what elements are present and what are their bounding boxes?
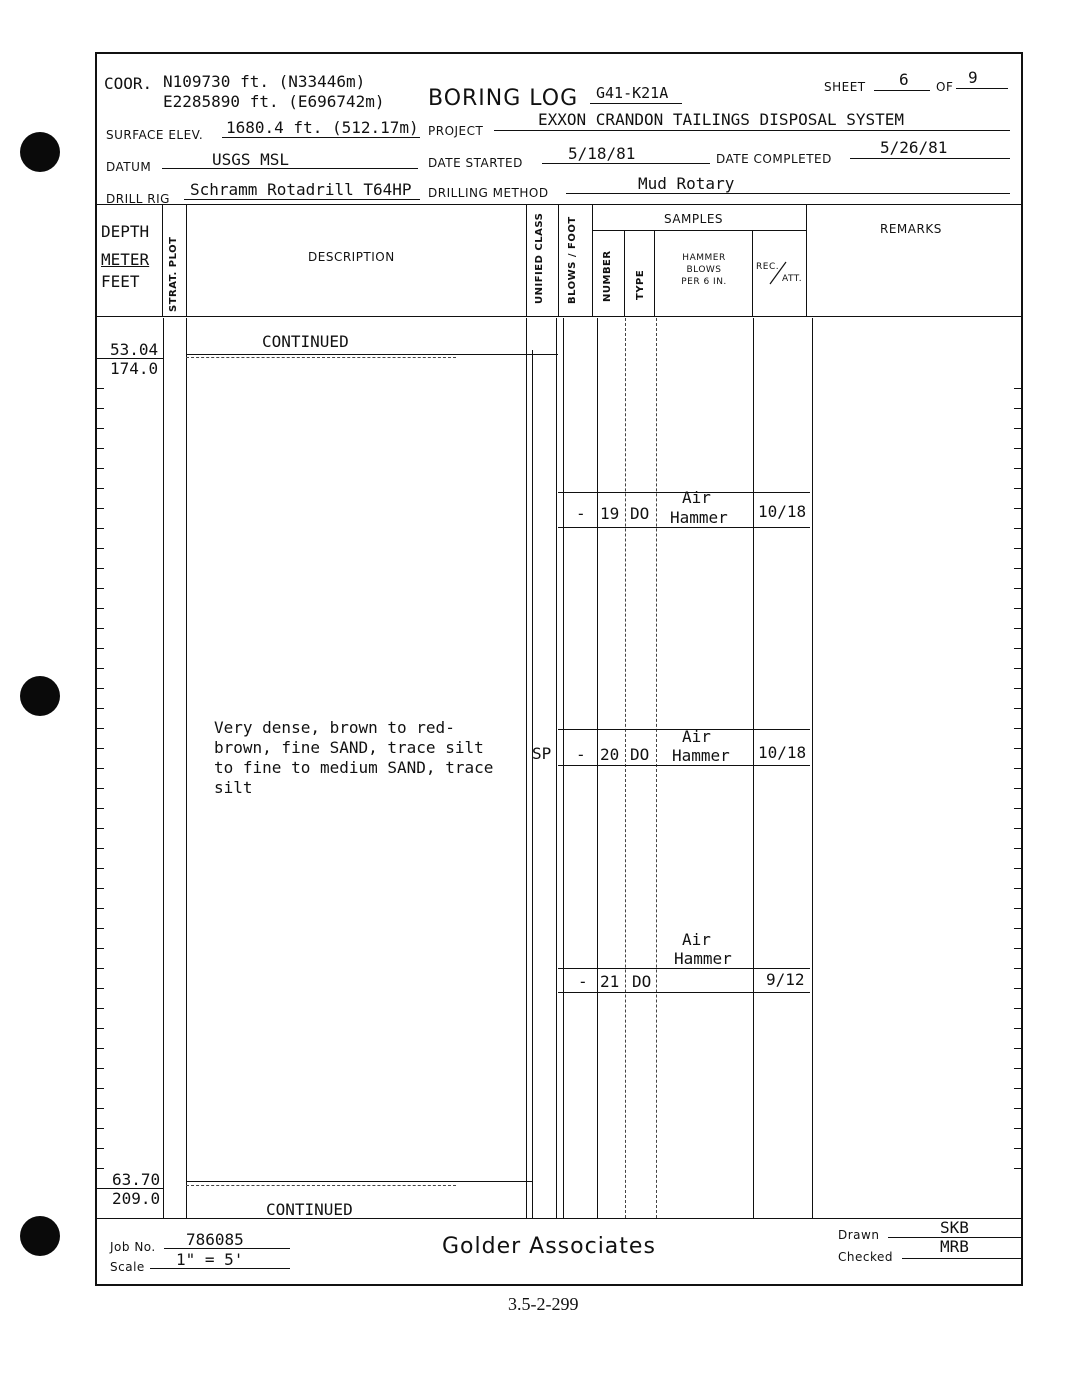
depth-tick <box>1014 828 1022 829</box>
page-number: 3.5-2-299 <box>508 1294 579 1314</box>
project-label: PROJECT <box>428 124 484 138</box>
bottom-depth-feet: 209.0 <box>112 1189 161 1208</box>
depth-tick <box>96 888 104 889</box>
depth-tick <box>1014 428 1022 429</box>
col-depth: DEPTH <box>101 222 150 241</box>
drilling-method-value: Mud Rotary <box>638 174 735 193</box>
sheet-total: 9 <box>968 68 978 87</box>
depth-tick <box>1014 488 1022 489</box>
depth-tick <box>1014 1148 1022 1149</box>
punch-hole-bottom <box>20 1216 60 1256</box>
depth-tick <box>1014 628 1022 629</box>
scale-label: Scale <box>110 1260 145 1274</box>
depth-tick <box>1014 848 1022 849</box>
depth-tick <box>96 968 104 969</box>
depth-tick <box>1014 708 1022 709</box>
col-unified-class: UNIFIED CLASS <box>534 212 545 304</box>
sheet-label: SHEET <box>824 80 866 94</box>
depth-tick <box>96 408 104 409</box>
depth-tick <box>1014 748 1022 749</box>
header-bottom-rule <box>96 204 1022 205</box>
depth-tick <box>1014 1088 1022 1089</box>
depth-tick <box>96 1088 104 1089</box>
depth-tick <box>1014 908 1022 909</box>
depth-tick <box>96 588 104 589</box>
depth-tick <box>1014 528 1022 529</box>
surface-elev-label: SURFACE ELEV. <box>106 128 204 142</box>
depth-tick <box>1014 968 1022 969</box>
depth-tick <box>96 1168 104 1169</box>
depth-tick <box>1014 388 1022 389</box>
sheet-number: 6 <box>899 70 909 89</box>
continued-top: CONTINUED <box>262 332 349 351</box>
col-description: DESCRIPTION <box>308 250 395 264</box>
depth-tick <box>96 808 104 809</box>
depth-tick <box>96 1028 104 1029</box>
depth-tick <box>1014 568 1022 569</box>
depth-tick <box>1014 468 1022 469</box>
depth-tick <box>96 648 104 649</box>
depth-tick <box>1014 888 1022 889</box>
depth-tick <box>1014 928 1022 929</box>
depth-tick <box>96 908 104 909</box>
soil-description: Very dense, brown to red- brown, fine SAND, trace silt to fine to medium SAND, trace silt <box>214 718 494 797</box>
depth-tick <box>96 868 104 869</box>
unified-class-value: SP <box>532 744 552 763</box>
depth-tick <box>1014 1028 1022 1029</box>
depth-tick <box>1014 648 1022 649</box>
continued-bottom: CONTINUED <box>266 1200 353 1219</box>
depth-tick <box>96 788 104 789</box>
depth-tick <box>1014 1068 1022 1069</box>
depth-tick <box>1014 688 1022 689</box>
depth-tick <box>1014 408 1022 409</box>
boring-log-frame <box>95 52 1023 1286</box>
of-label: OF <box>936 80 954 94</box>
depth-tick <box>1014 548 1022 549</box>
depth-tick <box>1014 1168 1022 1169</box>
depth-tick <box>96 508 104 509</box>
depth-tick <box>1014 1108 1022 1109</box>
col-samples: SAMPLES <box>664 212 724 226</box>
job-number: 786085 <box>186 1230 244 1249</box>
depth-tick <box>96 1048 104 1049</box>
drawn-label: Drawn <box>838 1228 880 1242</box>
column-header-bottom-rule <box>96 316 1022 317</box>
depth-tick <box>96 928 104 929</box>
depth-tick <box>1014 448 1022 449</box>
col-strat-plot: STRAT. PLOT <box>168 236 179 312</box>
col-type: TYPE <box>635 269 646 300</box>
depth-tick <box>96 388 104 389</box>
punch-hole-top <box>20 132 60 172</box>
scale-value: 1" = 5' <box>176 1250 244 1269</box>
depth-tick <box>96 528 104 529</box>
coor-north: N109730 ft. (N33446m) <box>163 72 366 91</box>
col-feet: FEET <box>101 272 140 291</box>
depth-tick <box>1014 728 1022 729</box>
punch-hole-middle <box>20 676 60 716</box>
drilling-method-label: DRILLING METHOD <box>428 186 549 200</box>
depth-tick <box>1014 788 1022 789</box>
drawn-value: SKB <box>940 1218 969 1237</box>
company-name: Golder Associates <box>442 1234 656 1259</box>
depth-tick <box>96 688 104 689</box>
depth-tick <box>96 1008 104 1009</box>
coor-east: E2285890 ft. (E696742m) <box>163 92 385 111</box>
project-value: EXXON CRANDON TAILINGS DISPOSAL SYSTEM <box>538 110 905 129</box>
date-completed-label: DATE COMPLETED <box>716 152 832 166</box>
depth-tick <box>96 948 104 949</box>
depth-tick <box>96 768 104 769</box>
depth-tick <box>96 488 104 489</box>
footer-top-rule <box>96 1218 1022 1219</box>
depth-tick <box>96 628 104 629</box>
surface-elev-value: 1680.4 ft. (512.17m) <box>226 118 419 137</box>
checked-value: MRB <box>940 1237 969 1256</box>
col-number: NUMBER <box>602 250 613 302</box>
bottom-depth-meter: 63.70 <box>112 1170 161 1189</box>
depth-tick <box>96 448 104 449</box>
depth-tick <box>96 608 104 609</box>
job-label: Job No. <box>110 1240 156 1254</box>
drill-rig-label: DRILL RIG <box>106 192 170 206</box>
page-title: BORING LOG <box>428 86 579 111</box>
depth-tick <box>1014 808 1022 809</box>
depth-tick <box>1014 1008 1022 1009</box>
col-meter: METER <box>101 250 150 269</box>
depth-tick <box>96 1148 104 1149</box>
depth-tick <box>96 568 104 569</box>
top-depth-feet: 174.0 <box>110 359 159 378</box>
depth-tick <box>1014 588 1022 589</box>
col-hammer-blows: HAMMER BLOWS PER 6 IN. <box>681 253 727 287</box>
depth-tick <box>96 1108 104 1109</box>
depth-tick <box>1014 1048 1022 1049</box>
depth-tick <box>1014 988 1022 989</box>
col-remarks: REMARKS <box>880 222 942 236</box>
top-depth-meter: 53.04 <box>110 340 159 359</box>
depth-tick <box>96 668 104 669</box>
drill-rig-value: Schramm Rotadrill T64HP <box>190 180 412 199</box>
depth-tick <box>96 728 104 729</box>
depth-tick <box>96 988 104 989</box>
depth-tick <box>96 748 104 749</box>
depth-tick <box>1014 768 1022 769</box>
datum-label: DATUM <box>106 160 152 174</box>
depth-tick <box>96 1128 104 1129</box>
checked-label: Checked <box>838 1250 893 1264</box>
depth-tick <box>96 468 104 469</box>
depth-tick <box>1014 868 1022 869</box>
depth-tick <box>1014 668 1022 669</box>
depth-tick <box>96 708 104 709</box>
depth-tick <box>96 548 104 549</box>
depth-tick <box>96 848 104 849</box>
col-blows-foot: BLOWS / FOOT <box>567 216 578 304</box>
depth-tick <box>96 428 104 429</box>
date-completed-value: 5/26/81 <box>880 138 948 157</box>
datum-value: USGS MSL <box>212 150 290 169</box>
date-started-value: 5/18/81 <box>568 144 636 163</box>
date-started-label: DATE STARTED <box>428 156 523 170</box>
depth-tick <box>1014 948 1022 949</box>
depth-tick <box>96 1068 104 1069</box>
depth-tick <box>96 828 104 829</box>
depth-tick <box>1014 508 1022 509</box>
coor-label: COOR. <box>104 74 153 93</box>
depth-tick <box>1014 1128 1022 1129</box>
log-id: G41-K21A <box>596 84 669 102</box>
depth-tick <box>1014 608 1022 609</box>
